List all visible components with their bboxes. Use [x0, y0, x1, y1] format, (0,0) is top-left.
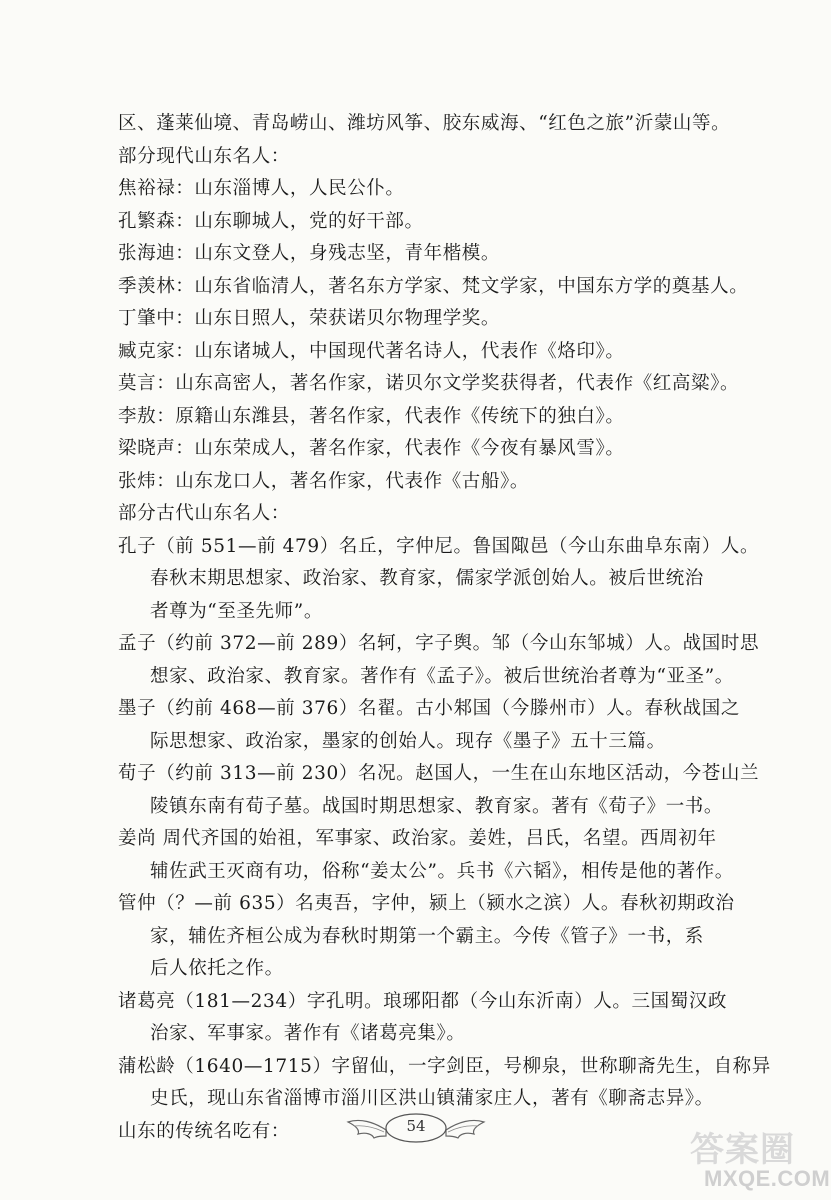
person-entry: 莫言：山东高密人，著名作家，诺贝尔文学奖获得者，代表作《红高粱》。 [118, 373, 740, 394]
page-number-ornament [346, 1100, 486, 1156]
page-number: 54 [406, 1117, 426, 1135]
person-entry-continued: 后人依托之作。 [150, 958, 284, 979]
page-content [118, 108, 771, 1148]
watermark-url: MXQE.COM [704, 1166, 831, 1191]
person-entry: 孟子（约前 372—前 289）名轲，字子舆。邹（今山东邹城）人。战国时思 [118, 633, 760, 654]
person-entry-continued: 陵镇东南有荀子墓。战国时期思想家、教育家。著有《荀子》一书。 [150, 795, 724, 817]
person-entry-continued: 者尊为“至圣先师”。 [150, 600, 323, 622]
person-entry: 李敖：原籍山东潍县，著名作家，代表作《传统下的独白》。 [118, 405, 625, 427]
person-entry: 荀子（约前 313—前 230）名况。赵国人，一生在山东地区活动，今苍山兰 [118, 763, 760, 784]
person-entry: 诸葛亮（181—234）字孔明。琅琊阳都（今山东沂南）人。三国蜀汉政 [118, 990, 728, 1012]
person-entry-continued: 想家、政治家、教育家。著作有《孟子》。被后世统治者尊为“亚圣”。 [150, 665, 734, 687]
person-entry-continued: 治家、军事家。著作有《诸葛亮集》。 [150, 1023, 466, 1044]
person-entry-continued: 家，辅佐齐桓公成为春秋时期第一个霸主。今传《管子》一书，系 [150, 925, 704, 947]
watermark-logo-text: 答案圈 [690, 1131, 795, 1169]
section-heading-modern: 部分现代山东名人： [118, 145, 290, 167]
person-entry-continued: 史氏，现山东省淄博市淄川区洪山镇蒲家庄人，著有《聊斋志异》。 [150, 1088, 714, 1109]
person-entry: 墨子（约前 468—前 376）名翟。古小邾国（今滕州市）人。春秋战国之 [118, 698, 740, 719]
person-entry: 孔子（前 551—前 479）名丘，字仲尼。鲁国陬邑（今山东曲阜东南）人。 [118, 535, 760, 557]
section-heading-food: 山东的传统名吃有： [118, 1120, 290, 1142]
person-entry: 季羡林：山东省临清人，著名东方学家、梵文学家，中国东方学的奠基人。 [118, 275, 749, 297]
person-entry: 蒲松龄（1640—1715）字留仙，一字剑臣，号柳泉，世称聊斋先生，自称异 [118, 1055, 771, 1077]
person-entry-continued: 辅佐武王灭商有功，俗称“姜太公”。兵书《六韬》，相传是他的著作。 [150, 860, 734, 882]
person-entry: 丁肇中：山东日照人，荣获诺贝尔物理学奖。 [118, 308, 501, 329]
person-entry: 张炜：山东龙口人，著名作家，代表作《古船》。 [118, 470, 529, 492]
person-entry: 焦裕禄：山东淄博人，人民公仆。 [118, 178, 405, 199]
person-entry: 梁晓声：山东荣成人，著名作家，代表作《今夜有暴风雪》。 [118, 438, 625, 459]
person-entry: 张海迪：山东文登人，身残志坚，青年楷模。 [118, 243, 501, 264]
section-heading-ancient: 部分古代山东名人： [118, 503, 290, 524]
person-entry: 管仲（？—前 635）名夷吾，字仲，颍上（颍水之滨）人。春秋初期政治 [118, 893, 735, 914]
person-entry: 臧克家：山东诸城人，中国现代著名诗人，代表作《烙印》。 [118, 340, 625, 362]
person-entry: 孔繁森：山东聊城人，党的好干部。 [118, 210, 424, 232]
person-entry-continued: 际思想家、政治家，墨家的创始人。现存《墨子》五十三篇。 [150, 730, 666, 752]
person-entry-continued: 春秋末期思想家、政治家、教育家，儒家学派创始人。被后世统治 [150, 568, 704, 589]
person-entry: 姜尚 周代齐国的始祖，军事家、政治家。姜姓，吕氏，名望。西周初年 [118, 828, 717, 849]
site-watermark [690, 1122, 831, 1198]
text-line: 区、蓬莱仙境、青岛崂山、潍坊风筝、胶东威海、“红色之旅”沂蒙山等。 [118, 113, 731, 134]
